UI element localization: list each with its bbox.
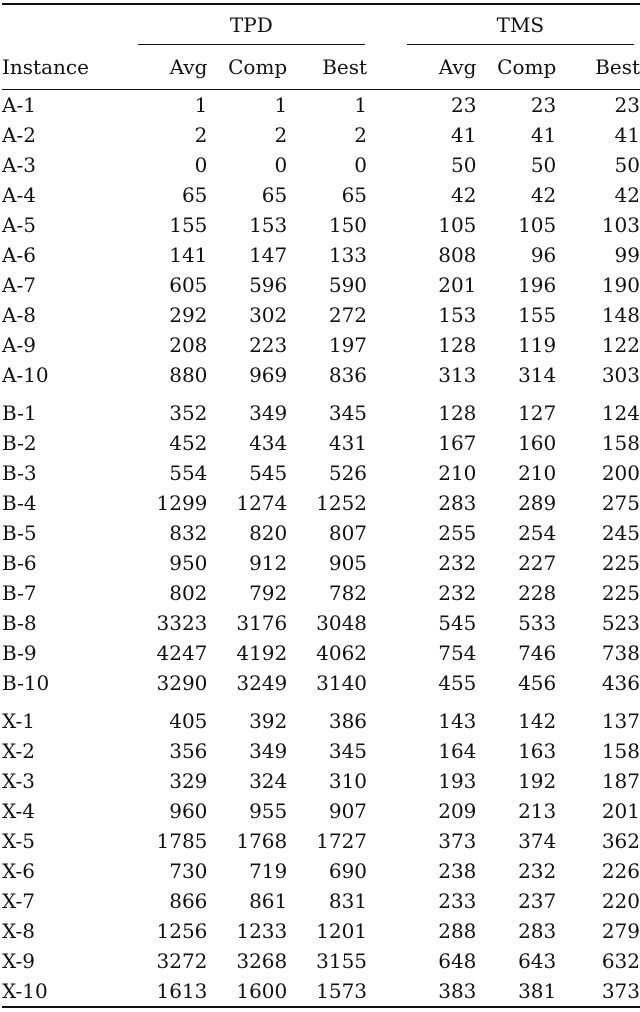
value-cell: 3048 (316, 611, 368, 635)
column-header-tpd-comp: Comp (211, 45, 291, 90)
table-row (2, 976, 640, 1007)
gap-cell (371, 390, 401, 428)
table-row (2, 120, 640, 150)
value-cell: 866 (169, 889, 208, 913)
value-cell: 23 (614, 93, 640, 117)
value-cell: 160 (518, 431, 557, 455)
value-cell: 283 (518, 919, 557, 943)
table-row (2, 428, 640, 458)
instance-cell: B-10 (2, 671, 50, 695)
instance-cell: A-5 (2, 213, 36, 237)
table-row (2, 180, 640, 210)
value-cell: 386 (328, 709, 368, 733)
value-cell: 782 (328, 581, 368, 605)
value-cell: 209 (438, 799, 477, 823)
gap-cell (371, 120, 401, 150)
table-row (2, 608, 640, 638)
value-cell: 381 (480, 976, 560, 1007)
table-row (2, 638, 640, 668)
value-cell: 1274 (236, 491, 288, 515)
results-table (2, 3, 640, 1008)
value-cell: 158 (601, 431, 640, 455)
value-cell: 590 (328, 273, 368, 297)
value-cell: 349 (249, 739, 288, 763)
value-cell: 3268 (236, 949, 288, 973)
gap-cell (371, 578, 401, 608)
value-cell: 648 (438, 949, 477, 973)
value-cell: 905 (328, 551, 368, 575)
value-cell: 201 (438, 273, 477, 297)
gap-cell (371, 180, 401, 210)
value-cell: 50 (530, 153, 557, 177)
value-cell: 65 (261, 183, 288, 207)
value-cell: 23 (450, 93, 477, 117)
value-cell: 3249 (236, 671, 288, 695)
value-cell: 227 (518, 551, 557, 575)
instance-cell: X-8 (2, 919, 36, 943)
value-cell: 42 (530, 183, 557, 207)
table-row (2, 698, 640, 736)
value-cell: 197 (328, 333, 368, 357)
value-cell: 969 (249, 363, 288, 387)
gap-cell (371, 916, 401, 946)
value-cell: 356 (169, 739, 208, 763)
value-cell: 292 (169, 303, 208, 327)
table-row (2, 360, 640, 390)
table-row (2, 488, 640, 518)
value-cell: 153 (249, 213, 288, 237)
value-cell: 128 (438, 333, 477, 357)
value-cell: 128 (438, 401, 477, 425)
value-cell: 960 (169, 799, 208, 823)
instance-cell: B-9 (2, 641, 37, 665)
table-row (2, 668, 640, 698)
value-cell: 99 (614, 243, 640, 267)
value-cell: 3290 (156, 671, 208, 695)
value-cell: 137 (601, 709, 640, 733)
value-cell: 831 (328, 889, 368, 913)
table-row (2, 270, 640, 300)
value-cell: 119 (518, 333, 557, 357)
value-cell: 807 (328, 521, 368, 545)
table-row (2, 518, 640, 548)
value-cell: 3155 (316, 949, 368, 973)
value-cell: 50 (450, 153, 477, 177)
value-cell: 213 (518, 799, 557, 823)
column-header-row (2, 45, 640, 90)
value-cell: 4192 (236, 641, 288, 665)
instance-cell: A-4 (2, 183, 36, 207)
gap-cell (371, 360, 401, 390)
column-header-tpd-best: Best (291, 45, 371, 90)
value-cell: 345 (328, 739, 368, 763)
value-cell: 0 (274, 153, 288, 177)
value-cell: 434 (249, 431, 288, 455)
value-cell: 405 (169, 709, 208, 733)
value-cell: 283 (438, 491, 477, 515)
value-cell: 0 (194, 153, 208, 177)
value-cell: 275 (601, 491, 640, 515)
value-cell: 302 (249, 303, 288, 327)
group-header-tpd: TPD (132, 4, 371, 45)
value-cell: 163 (518, 739, 557, 763)
value-cell: 2 (274, 123, 288, 147)
value-cell: 2 (194, 123, 208, 147)
value-cell: 155 (518, 303, 557, 327)
value-cell: 288 (438, 919, 477, 943)
value-cell: 362 (601, 829, 640, 853)
value-cell: 192 (518, 769, 557, 793)
table-group-a (2, 90, 640, 391)
gap-cell (371, 240, 401, 270)
value-cell: 1573 (291, 976, 371, 1007)
value-cell: 754 (438, 641, 477, 665)
table-group-x (2, 698, 640, 1007)
value-cell: 23 (530, 93, 557, 117)
table-row (2, 330, 640, 360)
value-cell: 352 (169, 401, 208, 425)
table-row (2, 796, 640, 826)
value-cell: 167 (438, 431, 477, 455)
value-cell: 3272 (156, 949, 208, 973)
value-cell: 193 (438, 769, 477, 793)
value-cell: 545 (438, 611, 477, 635)
gap-cell (371, 976, 401, 1007)
value-cell: 105 (438, 213, 477, 237)
value-cell: 142 (518, 709, 557, 733)
gap-cell (371, 796, 401, 826)
table-row (2, 548, 640, 578)
value-cell: 392 (249, 709, 288, 733)
table-row (2, 150, 640, 180)
table-row (2, 946, 640, 976)
value-cell: 436 (601, 671, 640, 695)
gap-cell (371, 210, 401, 240)
instance-cell: A-2 (2, 123, 36, 147)
gap-cell (371, 330, 401, 360)
value-cell: 314 (518, 363, 557, 387)
value-cell: 225 (601, 581, 640, 605)
value-cell: 738 (601, 641, 640, 665)
value-cell: 254 (518, 521, 557, 545)
value-cell: 554 (169, 461, 208, 485)
instance-cell: A-9 (2, 333, 36, 357)
value-cell: 42 (614, 183, 640, 207)
value-cell: 4247 (156, 641, 208, 665)
gap-cell (371, 428, 401, 458)
gap-cell (371, 488, 401, 518)
instance-cell: B-6 (2, 551, 37, 575)
gap-cell (371, 886, 401, 916)
value-cell: 1 (274, 93, 288, 117)
value-cell: 200 (601, 461, 640, 485)
table-row (2, 766, 640, 796)
value-cell: 50 (614, 153, 640, 177)
gap-cell (371, 548, 401, 578)
instance-cell: A-3 (2, 153, 36, 177)
value-cell: 208 (169, 333, 208, 357)
table-row (2, 886, 640, 916)
value-cell: 431 (328, 431, 368, 455)
value-cell: 127 (518, 401, 557, 425)
instance-cell: X-4 (2, 799, 36, 823)
value-cell: 1600 (211, 976, 291, 1007)
value-cell: 105 (518, 213, 557, 237)
value-cell: 719 (249, 859, 288, 883)
value-cell: 65 (181, 183, 208, 207)
value-cell: 374 (518, 829, 557, 853)
value-cell: 42 (450, 183, 477, 207)
value-cell: 141 (169, 243, 208, 267)
value-cell: 1256 (156, 919, 208, 943)
value-cell: 632 (601, 949, 640, 973)
gap-cell (371, 946, 401, 976)
value-cell: 452 (169, 431, 208, 455)
value-cell: 237 (518, 889, 557, 913)
value-cell: 96 (530, 243, 557, 267)
value-cell: 158 (601, 739, 640, 763)
gap-cell (371, 766, 401, 796)
instance-cell: X-2 (2, 739, 36, 763)
value-cell: 226 (601, 859, 640, 883)
table-row (2, 826, 640, 856)
value-cell: 225 (601, 551, 640, 575)
column-header-tms-avg: Avg (401, 45, 481, 90)
value-cell: 880 (169, 363, 208, 387)
table-row (2, 240, 640, 270)
value-cell: 345 (328, 401, 368, 425)
group-header-gap (371, 4, 401, 45)
value-cell: 303 (601, 363, 640, 387)
instance-cell: A-7 (2, 273, 36, 297)
gap-cell (371, 518, 401, 548)
value-cell: 238 (438, 859, 477, 883)
gap-cell (371, 856, 401, 886)
gap-cell (371, 826, 401, 856)
value-cell: 373 (560, 976, 640, 1007)
value-cell: 730 (169, 859, 208, 883)
value-cell: 289 (518, 491, 557, 515)
value-cell: 245 (601, 521, 640, 545)
value-cell: 41 (530, 123, 557, 147)
value-cell: 383 (401, 976, 481, 1007)
instance-cell: A-10 (2, 363, 49, 387)
value-cell: 133 (328, 243, 368, 267)
value-cell: 1 (354, 93, 368, 117)
instance-cell: X-9 (2, 949, 36, 973)
value-cell: 147 (249, 243, 288, 267)
value-cell: 0 (354, 153, 368, 177)
gap-cell (371, 300, 401, 330)
value-cell: 1 (194, 93, 208, 117)
instance-cell: B-7 (2, 581, 37, 605)
group-header-row (2, 4, 640, 45)
gap-cell (371, 698, 401, 736)
value-cell: 836 (328, 363, 368, 387)
value-cell: 164 (438, 739, 477, 763)
value-cell: 122 (601, 333, 640, 357)
value-cell: 792 (249, 581, 288, 605)
value-cell: 148 (601, 303, 640, 327)
table-row (2, 856, 640, 886)
value-cell: 41 (614, 123, 640, 147)
instance-cell: B-8 (2, 611, 37, 635)
value-cell: 190 (601, 273, 640, 297)
value-cell: 1785 (156, 829, 208, 853)
value-cell: 3323 (156, 611, 208, 635)
value-cell: 210 (438, 461, 477, 485)
value-cell: 690 (328, 859, 368, 883)
value-cell: 201 (601, 799, 640, 823)
table-row (2, 736, 640, 766)
table-row (2, 916, 640, 946)
value-cell: 196 (518, 273, 557, 297)
value-cell: 103 (601, 213, 640, 237)
instance-cell: X-1 (2, 709, 36, 733)
value-cell: 310 (328, 769, 368, 793)
value-cell: 153 (438, 303, 477, 327)
instance-cell: A-1 (2, 93, 36, 117)
gap-cell (371, 270, 401, 300)
value-cell: 605 (169, 273, 208, 297)
value-cell: 210 (518, 461, 557, 485)
value-cell: 643 (518, 949, 557, 973)
value-cell: 808 (438, 243, 477, 267)
value-cell: 220 (601, 889, 640, 913)
value-cell: 1233 (236, 919, 288, 943)
value-cell: 232 (438, 581, 477, 605)
table-row (2, 390, 640, 428)
value-cell: 912 (249, 551, 288, 575)
column-header-gap (371, 45, 401, 90)
table-row (2, 90, 640, 121)
value-cell: 223 (249, 333, 288, 357)
value-cell: 150 (328, 213, 368, 237)
gap-cell (371, 608, 401, 638)
value-cell: 3140 (316, 671, 368, 695)
column-header-tms-comp: Comp (480, 45, 560, 90)
value-cell: 907 (328, 799, 368, 823)
gap-cell (371, 668, 401, 698)
gap-cell (371, 638, 401, 668)
value-cell: 272 (328, 303, 368, 327)
value-cell: 232 (518, 859, 557, 883)
instance-cell: B-3 (2, 461, 37, 485)
table-row (2, 578, 640, 608)
table-row (2, 210, 640, 240)
gap-cell (371, 736, 401, 766)
table-row (2, 458, 640, 488)
value-cell: 228 (518, 581, 557, 605)
value-cell: 324 (249, 769, 288, 793)
value-cell: 1768 (236, 829, 288, 853)
instance-cell: B-5 (2, 521, 37, 545)
value-cell: 65 (341, 183, 368, 207)
group-header-empty (2, 4, 132, 45)
value-cell: 124 (601, 401, 640, 425)
value-cell: 1727 (316, 829, 368, 853)
value-cell: 255 (438, 521, 477, 545)
value-cell: 1299 (156, 491, 208, 515)
value-cell: 279 (601, 919, 640, 943)
value-cell: 143 (438, 709, 477, 733)
instance-cell: X-10 (2, 976, 132, 1007)
table-row (2, 300, 640, 330)
value-cell: 187 (601, 769, 640, 793)
value-cell: 533 (518, 611, 557, 635)
instance-cell: A-8 (2, 303, 36, 327)
value-cell: 955 (249, 799, 288, 823)
instance-cell: X-7 (2, 889, 36, 913)
instance-cell: B-4 (2, 491, 37, 515)
instance-cell: B-1 (2, 401, 37, 425)
value-cell: 329 (169, 769, 208, 793)
value-cell: 455 (438, 671, 477, 695)
value-cell: 313 (438, 363, 477, 387)
value-cell: 41 (450, 123, 477, 147)
value-cell: 1201 (316, 919, 368, 943)
value-cell: 820 (249, 521, 288, 545)
table-header (2, 4, 640, 90)
gap-cell (371, 150, 401, 180)
value-cell: 596 (249, 273, 288, 297)
value-cell: 746 (518, 641, 557, 665)
table-group-b (2, 390, 640, 698)
value-cell: 4062 (316, 641, 368, 665)
value-cell: 1252 (316, 491, 368, 515)
value-cell: 832 (169, 521, 208, 545)
value-cell: 861 (249, 889, 288, 913)
value-cell: 802 (169, 581, 208, 605)
instance-cell: X-6 (2, 859, 36, 883)
value-cell: 545 (249, 461, 288, 485)
instance-cell: B-2 (2, 431, 37, 455)
value-cell: 233 (438, 889, 477, 913)
value-cell: 3176 (236, 611, 288, 635)
value-cell: 2 (354, 123, 368, 147)
column-header-instance: Instance (2, 45, 132, 90)
value-cell: 155 (169, 213, 208, 237)
value-cell: 349 (249, 401, 288, 425)
column-header-tpd-avg: Avg (132, 45, 212, 90)
value-cell: 1613 (132, 976, 212, 1007)
value-cell: 373 (438, 829, 477, 853)
column-header-tms-best: Best (560, 45, 640, 90)
instance-cell: X-3 (2, 769, 36, 793)
instance-cell: X-5 (2, 829, 36, 853)
instance-cell: A-6 (2, 243, 36, 267)
value-cell: 523 (601, 611, 640, 635)
value-cell: 950 (169, 551, 208, 575)
value-cell: 526 (328, 461, 368, 485)
value-cell: 456 (518, 671, 557, 695)
group-header-tms: TMS (401, 4, 640, 45)
gap-cell (371, 458, 401, 488)
value-cell: 232 (438, 551, 477, 575)
gap-cell (371, 90, 401, 121)
